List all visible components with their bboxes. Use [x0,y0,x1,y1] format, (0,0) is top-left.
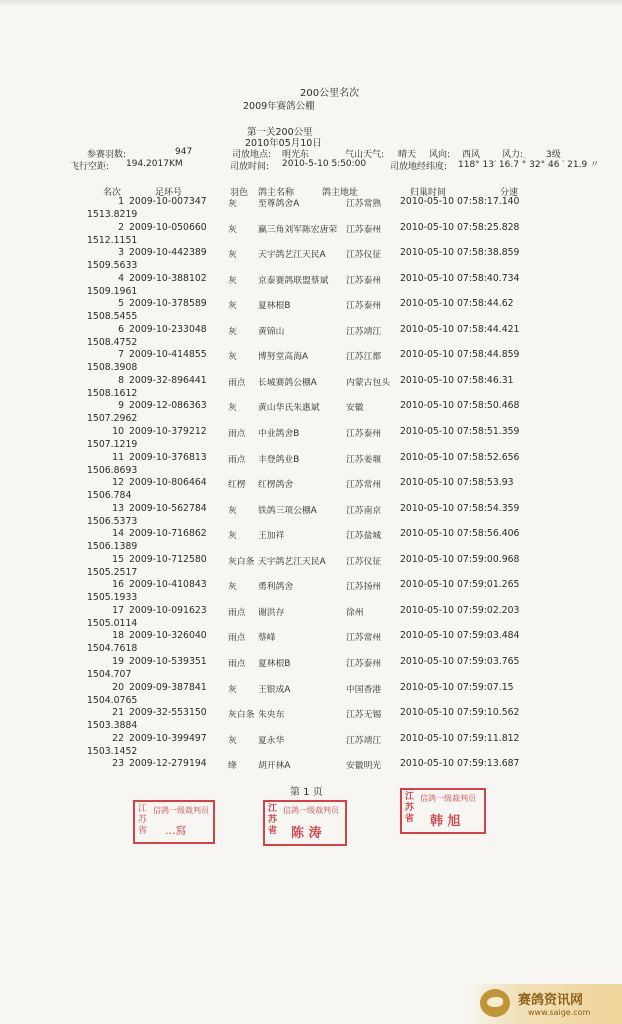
cell-ring: 2009-10-379212 [129,426,207,437]
table-row [0,349,622,375]
cell-color: 灰 [228,275,237,286]
cell-owner: 赢三角刘军陈宏唐荣 [258,224,338,235]
cell-ring: 2009-32-553150 [129,707,207,718]
column-header-owner: 鸽主名称 [258,188,295,198]
cell-color: 灰 [228,301,237,312]
cell-time: 2010-05-10 07:58:54.359 [400,502,520,514]
stamp-middle-province: 江苏省 [268,804,278,836]
cell-time: 2010-05-10 07:58:53.93 [400,477,514,489]
document-title: 200公里名次 [300,88,360,99]
stamp-right [400,788,486,834]
cell-rank: 7 [118,349,124,361]
cell-ring: 2009-10-007347 [129,196,207,207]
cell-ring: 2009-10-562784 [129,502,207,514]
cell-speed: 1508.4752 [87,336,138,348]
site-name: 赛鸽资讯网 [518,993,584,1008]
cell-time: 2010-05-10 07:58:56.406 [400,528,520,540]
cell-ring: 2009-10-442389 [129,247,207,259]
cell-time: 2010-05-10 07:59:03.484 [400,630,520,642]
cell-place: 安徽明光 [346,761,382,772]
cell-ring: 2009-10-050660 [129,221,207,233]
table-row [0,605,622,631]
stamp-middle-title: 信鸽一级裁判员 [283,806,339,815]
distance-label: 飞行空距: [70,162,110,172]
cell-owner: 朱央东 [258,710,285,720]
column-header-time: 归巢时间 [410,188,447,198]
cell-color: 雨点 [228,429,246,439]
cell-time: 2010-05-10 07:58:38.859 [400,247,520,259]
cell-rank: 21 [112,707,124,718]
cell-speed: 1506.5373 [87,515,138,527]
cell-color: 灰 [228,582,237,593]
cell-color: 灰 [228,684,237,695]
coordinates-label: 司放地经纬度: [390,162,448,172]
cell-time: 2010-05-10 07:58:17.140 [400,196,520,207]
cell-rank: 18 [112,630,124,642]
table-row [0,758,622,784]
cell-rank: 20 [112,681,124,693]
stamp-left-province: 江苏省 [138,804,148,836]
wind-force-label: 风力: [502,150,524,160]
cell-time: 2010-05-10 07:58:44.859 [400,349,520,361]
cell-owner: 天宇鸽艺江天民A [258,250,326,261]
cell-color: 灰 [228,403,237,414]
wind-direction-value: 西风 [462,150,481,160]
cell-ring: 2009-10-716862 [129,528,207,540]
cell-ring: 2009-09-387841 [129,681,207,693]
cell-owner: 王加祥 [258,531,285,542]
cell-rank: 11 [112,451,124,463]
cell-speed: 1507.2962 [87,413,138,425]
cell-place: 徐州 [346,607,364,618]
cell-rank: 4 [118,272,124,284]
column-header-color: 羽色 [230,188,249,198]
cell-rank: 5 [118,298,124,310]
cell-speed: 1508.1612 [87,387,138,399]
cell-time: 2010-05-10 07:58:40.734 [400,272,520,284]
cell-owner: 铁鸽三项公棚A [258,505,317,516]
table-row [0,656,622,682]
cell-rank: 17 [112,604,124,616]
cell-place: 内蒙古包头 [346,377,390,388]
cell-ring: 2009-32-896441 [129,374,207,386]
cell-owner: 夏林根B [258,658,291,669]
cell-speed: 1507.1219 [87,439,138,450]
cell-rank: 8 [118,374,124,386]
cell-place: 安徽 [346,403,364,414]
weather-label: 气山天气: [345,150,385,160]
table-row [0,196,622,222]
cell-owner: 博努堂高海A [258,352,309,363]
cell-place: 江苏扬州 [346,582,382,593]
cell-color: 灰 [228,505,237,516]
stamp-left [133,800,215,844]
cell-time: 2010-05-10 07:59:03.765 [400,655,520,667]
column-header-speed: 分速 [500,188,519,198]
cell-place: 江苏江都 [346,352,382,363]
table-row [0,554,622,580]
release-time-value: 2010-5-10 5:50:00 [282,159,367,169]
stamp-middle-name: 陈 涛 [291,826,322,841]
cell-owner: 王银成A [258,684,291,695]
cell-owner: 夏林根B [258,301,291,312]
cell-time: 2010-05-10 07:58:46.31 [400,374,514,386]
cell-owner: 至尊鸽舍A [258,199,300,209]
cell-time: 2010-05-10 07:59:11.812 [400,732,520,744]
cell-place: 江苏盐城 [346,531,382,542]
cell-color: 红楞 [228,480,246,491]
cell-speed: 1503.3884 [87,720,138,731]
table-row [0,452,622,478]
cell-place: 江苏泰州 [346,275,382,286]
cell-ring: 2009-10-376813 [129,451,207,463]
release-place-label: 司放地点: [232,150,272,160]
cell-place: 江苏仪征 [346,556,382,567]
wind-force-value: 3级 [546,150,561,160]
page-number: 第 1 页 [290,787,323,798]
cell-time: 2010-05-10 07:58:44.421 [400,323,520,335]
cell-ring: 2009-10-806464 [129,477,207,489]
cell-ring: 2009-10-233048 [129,323,207,335]
cell-ring: 2009-12-086363 [129,400,207,412]
cell-color: 灰白条 [228,710,255,720]
cell-rank: 23 [112,758,124,770]
cell-time: 2010-05-10 07:58:51.359 [400,426,520,437]
cell-color: 灰 [228,199,237,209]
scan-edge [0,0,622,6]
cell-time: 2010-05-10 07:58:25.828 [400,221,520,233]
cell-place: 江苏泰州 [346,429,382,439]
table-row [0,375,622,401]
cell-time: 2010-05-10 07:59:02.203 [400,604,520,616]
table-row [0,400,622,426]
cell-speed: 1509.1961 [87,285,138,297]
cell-ring: 2009-10-539351 [129,655,207,667]
cell-color: 灰 [228,352,237,363]
cell-color: 雨点 [228,377,246,388]
cell-color: 绛 [228,761,237,772]
site-watermark [466,984,622,1024]
stamp-right-province: 江苏省 [405,792,415,824]
pigeon-logo-icon [480,989,510,1017]
table-row [0,707,622,733]
cell-place: 江苏泰州 [346,658,382,669]
cell-color: 灰白条 [228,556,255,567]
column-header-ring: 足环号 [155,188,183,198]
cell-owner: 谢洪存 [258,607,285,618]
cell-speed: 1505.2517 [87,566,138,578]
stamp-left-title: 信鸽一级裁判员 [153,806,209,815]
cell-ring: 2009-10-091623 [129,604,207,616]
column-header-rank: 名次 [103,188,122,198]
cell-place: 江苏靖江 [346,735,382,746]
cell-color: 雨点 [228,658,246,669]
cell-color: 灰 [228,531,237,542]
cell-ring: 2009-10-388102 [129,272,207,284]
table-row [0,298,622,324]
cell-place: 江苏仪征 [346,250,382,261]
cell-rank: 2 [118,221,124,233]
cell-ring: 2009-10-414855 [129,349,207,361]
stamp-middle [263,800,347,846]
cell-owner: 天宇鸽艺江天民A [258,556,326,567]
cell-owner: 勇利鸽舍 [258,582,294,593]
cell-owner: 长城赛鸽公棚A [258,377,317,388]
table-row [0,324,622,350]
cell-color: 灰 [228,326,237,337]
stamp-left-name: ...寫 [165,824,187,837]
cell-place: 江苏南京 [346,505,382,516]
cell-rank: 12 [112,477,124,489]
cell-speed: 1505.0114 [87,617,138,629]
cell-speed: 1506.8693 [87,464,138,476]
cell-rank: 22 [112,732,124,744]
cell-owner: 胡开林A [258,761,291,772]
cell-color: 灰 [228,224,237,235]
cell-speed: 1504.0765 [87,694,138,706]
cell-place: 江苏常州 [346,480,382,491]
column-header-place: 鸽主地址 [322,188,359,198]
cell-place: 中国香港 [346,684,382,695]
table-row [0,426,622,452]
cell-place: 江苏靖江 [346,326,382,337]
stamp-right-title: 信鸽一级裁判员 [420,794,476,803]
cell-speed: 1513.8219 [87,209,138,220]
table-row [0,503,622,529]
table-row [0,247,622,273]
cell-place: 江苏常熟 [346,199,382,209]
cell-rank: 1 [118,196,124,207]
table-row [0,273,622,299]
distance-value: 194.2017KM [126,159,183,169]
cell-owner: 红楞鸽舍 [258,480,294,491]
cell-color: 雨点 [228,607,246,618]
cell-speed: 1503.1452 [87,745,138,757]
cell-ring: 2009-10-712580 [129,553,207,565]
coordinates-value [458,159,608,171]
table-row [0,222,622,248]
cell-time: 2010-05-10 07:59:01.265 [400,579,520,591]
cell-speed: 1508.3908 [87,362,138,374]
cell-time: 2010-05-10 07:59:00.968 [400,553,520,565]
cell-time: 2010-05-10 07:58:52.656 [400,451,520,463]
cell-rank: 6 [118,323,124,335]
cell-speed: 1506.784 [87,490,132,502]
cell-time: 2010-05-10 07:59:10.562 [400,707,520,718]
cell-time: 2010-05-10 07:58:50.468 [400,400,520,412]
cell-speed: 1505.1933 [87,592,138,604]
cell-speed: 1509.5633 [87,260,138,272]
stamp-right-name: 韩 旭 [430,814,461,829]
cell-ring: 2009-10-399497 [129,732,207,744]
cell-rank: 19 [112,655,124,667]
section-title: 第一关200公里 [247,127,313,138]
table-row [0,733,622,759]
weather-value: 晴天 [398,150,417,160]
cell-owner: 丰登鸽业B [258,454,300,465]
cell-place: 江苏泰州 [346,224,382,235]
table-row [0,528,622,554]
cell-speed: 1508.5455 [87,311,138,323]
table-row [0,477,622,503]
table-row [0,579,622,605]
release-time-label: 司放时间: [230,162,270,172]
cell-rank: 13 [112,502,124,514]
cell-color: 灰 [228,735,237,746]
cell-ring: 2009-10-326040 [129,630,207,642]
cell-rank: 3 [118,247,124,259]
cell-speed: 1504.7618 [87,643,138,655]
release-place-value: 明光东 [282,150,310,160]
cell-place: 江苏无锡 [346,710,382,720]
coordinates-text: 118° 13′ 16.7 ° 32° 46 ′ 21.9 〃 [458,160,600,170]
cell-speed: 1512.1151 [87,234,138,246]
cell-place: 江苏泰州 [346,301,382,312]
document-subtitle: 2009年赛鸽公棚 [243,101,315,112]
cell-rank: 16 [112,579,124,591]
cell-place: 江苏姜堰 [346,454,382,465]
race-date: 2010年05月10日 [245,138,322,149]
entries-value: 947 [175,147,193,157]
cell-owner: 中业鸽舍B [258,429,300,439]
cell-ring: 2009-12-279194 [129,758,207,770]
cell-owner: 京泰赛鸽联盟蔡斌 [258,275,329,286]
cell-owner: 夏永华 [258,735,285,746]
cell-rank: 14 [112,528,124,540]
cell-owner: 黄山华氏朱惠斌 [258,403,320,414]
cell-ring: 2009-10-410843 [129,579,207,591]
cell-place: 江苏常州 [346,633,382,644]
cell-color: 灰 [228,250,237,261]
table-row [0,682,622,708]
cell-time: 2010-05-10 07:59:13.687 [400,758,520,770]
cell-owner: 蔡峰 [258,633,276,644]
wind-direction-label: 风向: [429,150,451,160]
site-url: www.saige.com [528,1008,591,1017]
cell-speed: 1506.1389 [87,541,138,553]
cell-owner: 黄锦山 [258,326,285,337]
cell-ring: 2009-10-378589 [129,298,207,310]
table-row [0,630,622,656]
cell-time: 2010-05-10 07:59:07.15 [400,681,514,693]
cell-rank: 15 [112,553,124,565]
cell-time: 2010-05-10 07:58:44.62 [400,298,514,310]
cell-color: 雨点 [228,454,246,465]
cell-color: 雨点 [228,633,246,644]
entries-label: 参赛羽数: [87,150,127,160]
cell-rank: 10 [112,426,124,437]
cell-speed: 1504.707 [87,668,132,680]
cell-rank: 9 [118,400,124,412]
